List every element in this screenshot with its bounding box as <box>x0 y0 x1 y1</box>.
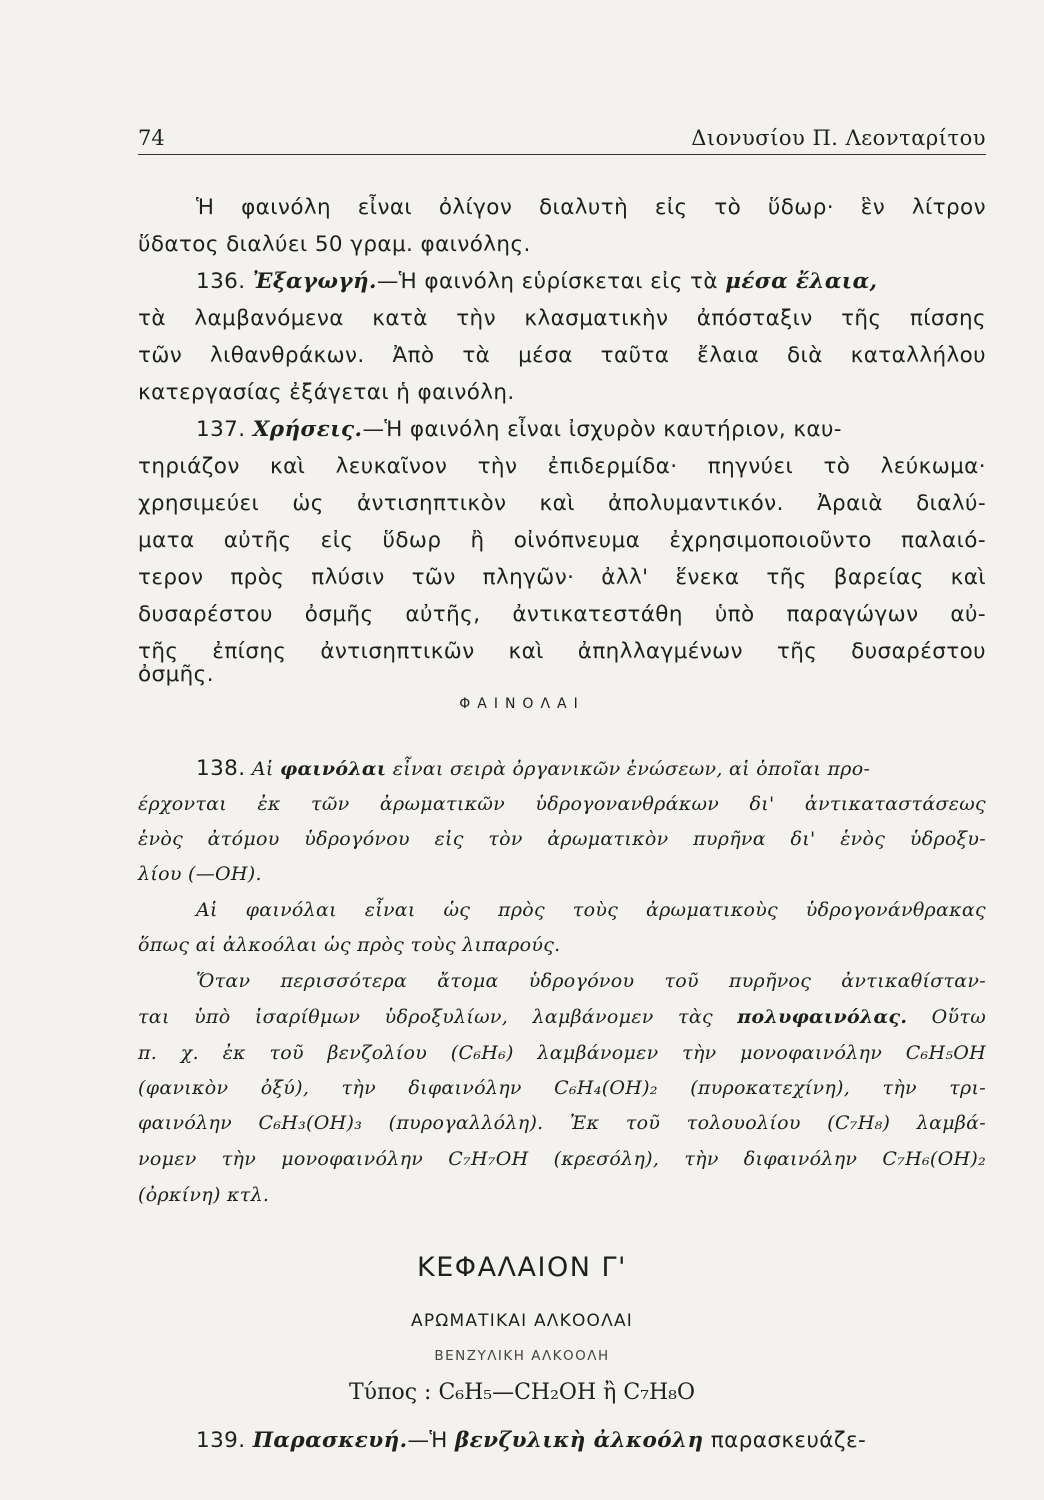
section-text: εἶναι σειρὰ ὀργανικῶν ἑνώσεων, αἱ ὁποῖαι προ- <box>392 758 871 780</box>
paragraph-line: (φανικὸν ὀξύ), τὴν διφαινόλην C₆H₄(OH)₂ (πυροκατεχίνη), τὴν τρι- <box>138 1077 986 1099</box>
section-text: παρασκευάζε- <box>710 1428 867 1453</box>
section-term: πολυφαινόλας. <box>737 1006 908 1028</box>
paragraph-line: ἑνὸς ἀτόμου ὑδρογόνου εἰς τὸν ἀρωματικὸν πυρῆνα δι' ἑνὸς ὑδροξυ- <box>138 828 986 850</box>
paragraph-line-with-term <box>138 1002 986 1032</box>
section-heading: Χρήσεις. <box>252 417 363 442</box>
page-number: 74 <box>138 126 165 150</box>
section-138-first-line <box>138 754 986 784</box>
paragraph-line: λίου (—ΟΗ). <box>138 863 262 885</box>
paragraph-line: ματα αὐτῆς εἰς ὕδωρ ἢ οἰνόπνευμα ἐχρησιμοποιοῦντο παλαιό- <box>138 528 986 553</box>
section-number: 137. <box>196 417 246 442</box>
paragraph-line: τηριάζον καὶ λευκαῖνον τὴν ἐπιδερμίδα· πηγνύει τὸ λεύκωμα· <box>138 454 986 479</box>
chapter-title: ΚΕΦΑΛΑΙΟΝ Γ' <box>417 1252 627 1283</box>
paragraph-line: ὀσμῆς. <box>138 662 214 687</box>
chapter-subtitle: ΑΡΩΜΑΤΙΚΑΙ ΑΛΚΟΟΛΑΙ <box>410 1311 633 1331</box>
paragraph-line: κατεργασίας ἐξάγεται ἡ φαινόλη. <box>138 380 515 405</box>
page-header <box>138 122 986 154</box>
section-text: —Ἡ φαινόλη εὑρίσκεται εἰς τὰ <box>376 269 718 294</box>
paragraph-line: π. χ. ἐκ τοῦ βενζολίου (C₆H₆) λαμβάνομεν τὴν μονοφαινόλην C₆H₅OH <box>138 1042 986 1064</box>
paragraph-line: νομεν τὴν μονοφαινόλην C₇H₇OH (κρεσόλη), τὴν διφαινόλην C₇H₆(OH)₂ <box>138 1148 986 1170</box>
section-term: φαινόλαι <box>279 758 387 780</box>
paragraph-line: τῆς ἐπίσης ἀντισηπτικῶν καὶ ἀπηλλαγμένων τῆς δυσαρέστου <box>138 639 986 664</box>
paragraph-line: (ὀρκίνη) κτλ. <box>138 1184 270 1206</box>
paragraph-line: χρησιμεύει ὡς ἀντισηπτικὸν καὶ ἀπολυμαντικόν. Ἀραιὰ διαλύ- <box>138 491 986 516</box>
section-term: μέσα ἔλαια, <box>725 269 878 294</box>
paragraph-line: ὕδατος διαλύει 50 γραμ. φαινόλης. <box>138 232 531 257</box>
section-heading: Παρασκευή. <box>252 1428 408 1453</box>
section-term: βενζυλικὴ ἀλκοόλη <box>455 1428 704 1453</box>
section-text: ται ὑπὸ ἰσαρίθμων ὑδροξυλίων, λαμβάνομεν τὰς <box>138 1006 713 1028</box>
section-139-first-line <box>138 1426 986 1456</box>
section-number: 138. <box>196 756 246 781</box>
section-text: —Ἡ φαινόλη εἶναι ἰσχυρὸν καυτήριον, καυ- <box>362 417 842 442</box>
paragraph-line: τῶν λιθανθράκων. Ἀπὸ τὰ μέσα ταῦτα ἔλαια διὰ καταλλήλου <box>138 343 986 368</box>
paragraph-line: δυσαρέστου ὀσμῆς αὐτῆς, ἀντικατεστάθη ὑπὸ παραγώγων αὐ- <box>138 602 986 627</box>
paragraph-line: Αἱ φαινόλαι εἶναι ὡς πρὸς τοὺς ἀρωματικοὺς ὑδρογονάνθρακας <box>196 899 986 921</box>
header-rule <box>138 154 986 155</box>
paragraph-line: φαινόλην C₆H₃(OH)₃ (πυρογαλλόλη). Ἐκ τοῦ τολουολίου (C₇H₈) λαμβά- <box>138 1112 986 1134</box>
section-text: Αἱ <box>251 758 274 780</box>
section-heading: Ἐξαγωγή. <box>252 269 377 294</box>
formula: Τύπος : C₆H₅—CH₂OH ἢ C₇H₈O <box>348 1380 696 1405</box>
section-136-first-line <box>138 267 986 297</box>
chapter-subsubtitle: ΒΕΝΖΥΛΙΚΗ ΑΛΚΟΟΛΗ <box>434 1348 610 1364</box>
paragraph-line: Ὅταν περισσότερα ἄτομα ὑδρογόνου τοῦ πυρῆνος ἀντικαθίσταν- <box>196 970 986 992</box>
paragraph-line: τερον πρὸς πλύσιν τῶν πληγῶν· ἀλλ' ἕνεκα τῆς βαρείας καὶ <box>138 565 986 590</box>
paragraph-line: Ἡ φαινόλη εἶναι ὀλίγον διαλυτὴ εἰς τὸ ὕδωρ· ἓν λίτρον <box>196 195 986 220</box>
section-text: Οὕτω <box>931 1006 986 1028</box>
section-number: 136. <box>196 269 246 294</box>
running-head: Διονυσίου Π. Λεονταρίτου <box>691 126 986 150</box>
paragraph-line: τὰ λαμβανόμενα κατὰ τὴν κλασματικὴν ἀπόσταξιν τῆς πίσσης <box>138 306 986 331</box>
section-number: 139. <box>196 1428 246 1453</box>
section-137-first-line <box>138 415 986 445</box>
paragraph-line: έρχονται ἐκ τῶν ἀρωματικῶν ὑδρογονανθράκων δι' ἀντικαταστάσεως <box>138 793 986 815</box>
section-title: ΦΑΙΝΟΛΑΙ <box>459 696 585 712</box>
paragraph-line: ὅπως αἱ ἀλκοόλαι ὡς πρὸς τοὺς λιπαρούς. <box>138 934 561 956</box>
section-text: —Ἡ <box>407 1428 448 1453</box>
